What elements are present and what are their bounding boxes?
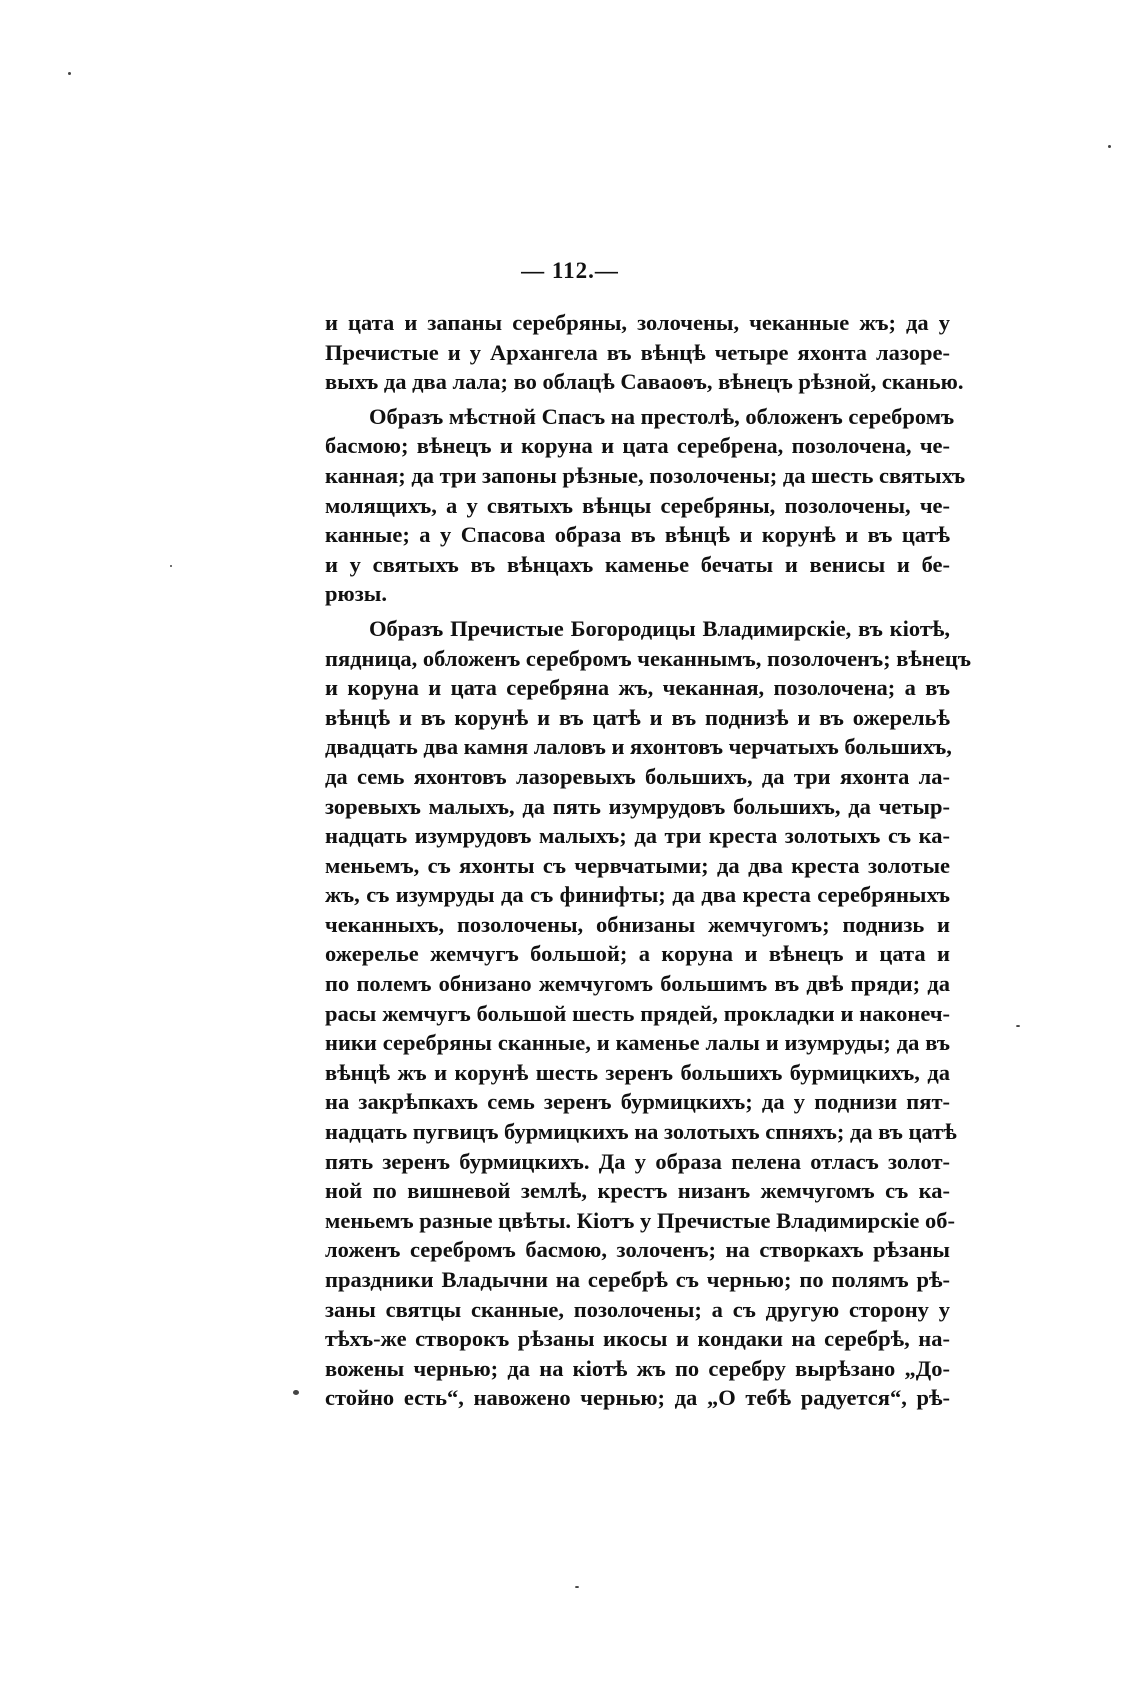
text-line: канная; да три запоны рѣзные, позолочены; да шесть святыхъ [325, 462, 966, 488]
text-line: ожерелье жемчугъ большой; а коруна и вѣнецъ и цата и [325, 941, 950, 967]
text-line: расы жемчугъ большой шесть прядей, прокладки и наконеч- [325, 1000, 950, 1026]
text-line: Образъ Пречистые Богородицы Владимирскіе, въ кіотѣ, [369, 615, 950, 641]
text-line: и цата и запаны серебряны, золочены, чеканные жъ; да у [325, 310, 950, 335]
text-line: заны святцы сканные, позолочены; а съ другую сторону у [325, 1296, 950, 1322]
text-line: чеканныхъ, позолочены, обнизаны жемчугомъ; поднизь и [325, 911, 950, 937]
text-line: Пречистые и у Архангела въ вѣнцѣ четыре яхонта лазоре- [325, 339, 950, 365]
text-line: вожены чернью; да на кіотѣ жъ по серебру вырѣзано „До- [325, 1355, 950, 1381]
text-line: и коруна и цата серебряна жъ, чеканная, позолочена; а въ [325, 675, 950, 701]
scan-speck [1108, 145, 1111, 148]
text-line: меньемъ разные цвѣты. Кіотъ у Пречистые Владимирскіе об- [325, 1207, 955, 1233]
body-text [325, 308, 971, 1418]
text-line: вѣнцѣ жъ и корунѣ шесть зеренъ большихъ бурмицкихъ, да [325, 1059, 950, 1085]
scan-speck [575, 1586, 579, 1588]
text-line: праздники Владычни на серебрѣ съ чернью; по полямъ рѣ- [325, 1267, 950, 1292]
paragraph [325, 402, 966, 609]
text-line: выхъ да два лала; во облацѣ Саваоѳъ, вѣнецъ рѣзной, сканью. [325, 369, 964, 395]
text-line: басмою; вѣнецъ и коруна и цата серебрена, позолочена, че- [325, 433, 950, 459]
text-line: стойно есть“, навожено чернью; да „О тебѣ радуется“, рѣ- [325, 1385, 950, 1411]
scan-speck [1016, 1025, 1020, 1027]
scan-speck [293, 1390, 299, 1395]
text-line: вѣнцѣ и въ корунѣ и въ цатѣ и въ поднизѣ и въ ожерельѣ [325, 704, 950, 730]
page-number: — 112.— [521, 258, 619, 283]
paragraph [325, 614, 971, 1413]
text-line: да семь яхонтовъ лазоревыхъ большихъ, да три яхонта ла- [325, 763, 950, 789]
text-line: меньемъ, съ яхонты съ червчатыми; да два креста золотые [325, 852, 950, 878]
text-line: двадцать два камня лаловъ и яхонтовъ черчатыхъ большихъ, [325, 734, 952, 760]
scan-speck [170, 565, 172, 567]
text-line: и у святыхъ въ вѣнцахъ каменье бечаты и венисы и бе- [325, 551, 950, 577]
text-line: ложенъ серебромъ басмою, золоченъ; на створкахъ рѣзаны [325, 1237, 950, 1263]
text-line: тѣхъ-же створокъ рѣзаны икосы и кондаки на серебрѣ, на- [325, 1326, 950, 1352]
paragraph [325, 308, 964, 397]
scan-speck [68, 72, 71, 75]
text-line: зоревыхъ малыхъ, да пять изумрудовъ большихъ, да четыр- [325, 793, 950, 819]
text-line: пядница, обложенъ серебромъ чеканнымъ, позолоченъ; вѣнецъ [325, 645, 971, 671]
text-line: жъ, съ изумруды да съ финифты; да два креста серебряныхъ [325, 882, 950, 908]
text-line: пять зеренъ бурмицкихъ. Да у образа пелена отласъ золот- [325, 1148, 950, 1174]
text-line: ники серебряны сканные, и каменье лалы и изумруды; да въ [325, 1030, 950, 1056]
text-line: ной по вишневой землѣ, крестъ низанъ жемчугомъ съ ка- [325, 1178, 950, 1204]
text-line: надцать изумрудовъ малыхъ; да три креста золотыхъ съ ка- [325, 823, 950, 849]
text-line: канные; а у Спасова образа въ вѣнцѣ и корунѣ и въ цатѣ [325, 522, 950, 548]
text-line: надцать пугвицъ бурмицкихъ на золотыхъ спняхъ; да въ цатѣ [325, 1119, 957, 1145]
text-line: по полемъ обнизано жемчугомъ большимъ въ двѣ пряди; да [325, 971, 950, 997]
text-line: на закрѣпкахъ семь зеренъ бурмицкихъ; да у поднизи пят- [325, 1089, 950, 1115]
text-line: молящихъ, а у святыхъ вѣнцы серебряны, позолочены, че- [325, 492, 950, 518]
text-line: рюзы. [325, 581, 387, 607]
text-line: Образъ мѣстной Спасъ на престолѣ, обложенъ серебромъ [369, 403, 955, 429]
